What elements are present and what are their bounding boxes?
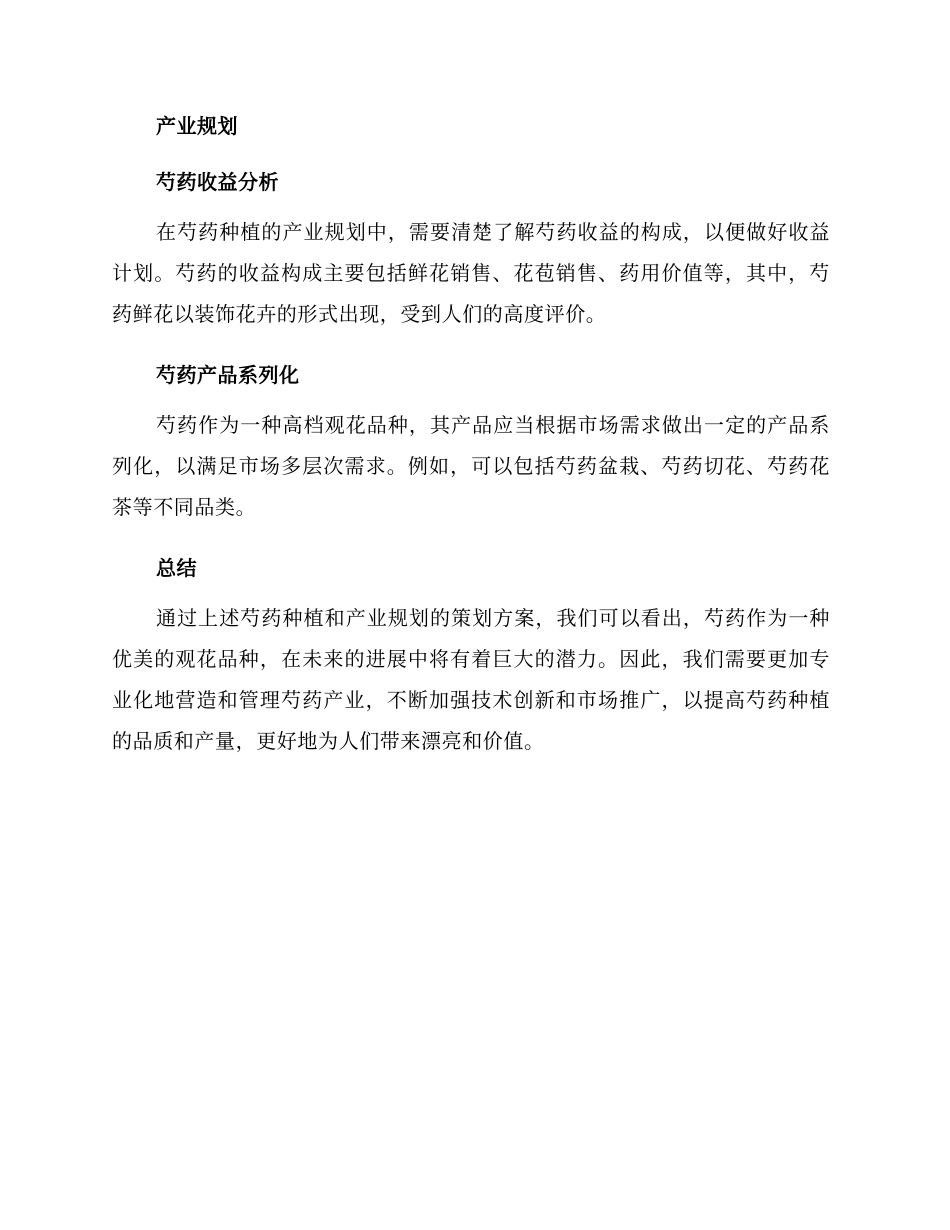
section-heading-product-series: 芍药产品系列化 xyxy=(156,363,300,387)
document-page xyxy=(112,110,830,762)
section-heading-revenue-analysis: 芍药收益分析 xyxy=(156,170,279,194)
section-heading-summary: 总结 xyxy=(156,556,197,580)
section-heading-industry-planning: 产业规划 xyxy=(156,114,238,138)
paragraph-revenue-analysis: 在芍药种植的产业规划中，需要清楚了解芍药收益的构成，以便做好收益计划。芍药的收益构成主要包括鲜花销售、花苞销售、药用价值等，其中，芍药鲜花以装饰花卉的形式出现，受到人们的高度评价。 xyxy=(112,220,830,326)
paragraph-summary: 通过上述芍药种植和产业规划的策划方案，我们可以看出，芍药作为一种优美的观花品种，在未来的进展中将有着巨大的潜力。因此，我们需要更加专业化地营造和管理芍药产业，不断加强技术创新和市场推广，以提高芍药种植的品质和产量，更好地为人们带来漂亮和价值。 xyxy=(112,606,830,753)
paragraph-product-series: 芍药作为一种高档观花品种，其产品应当根据市场需求做出一定的产品系列化，以满足市场多层次需求。例如，可以包括芍药盆栽、芍药切花、芍药花茶等不同品类。 xyxy=(112,413,830,519)
